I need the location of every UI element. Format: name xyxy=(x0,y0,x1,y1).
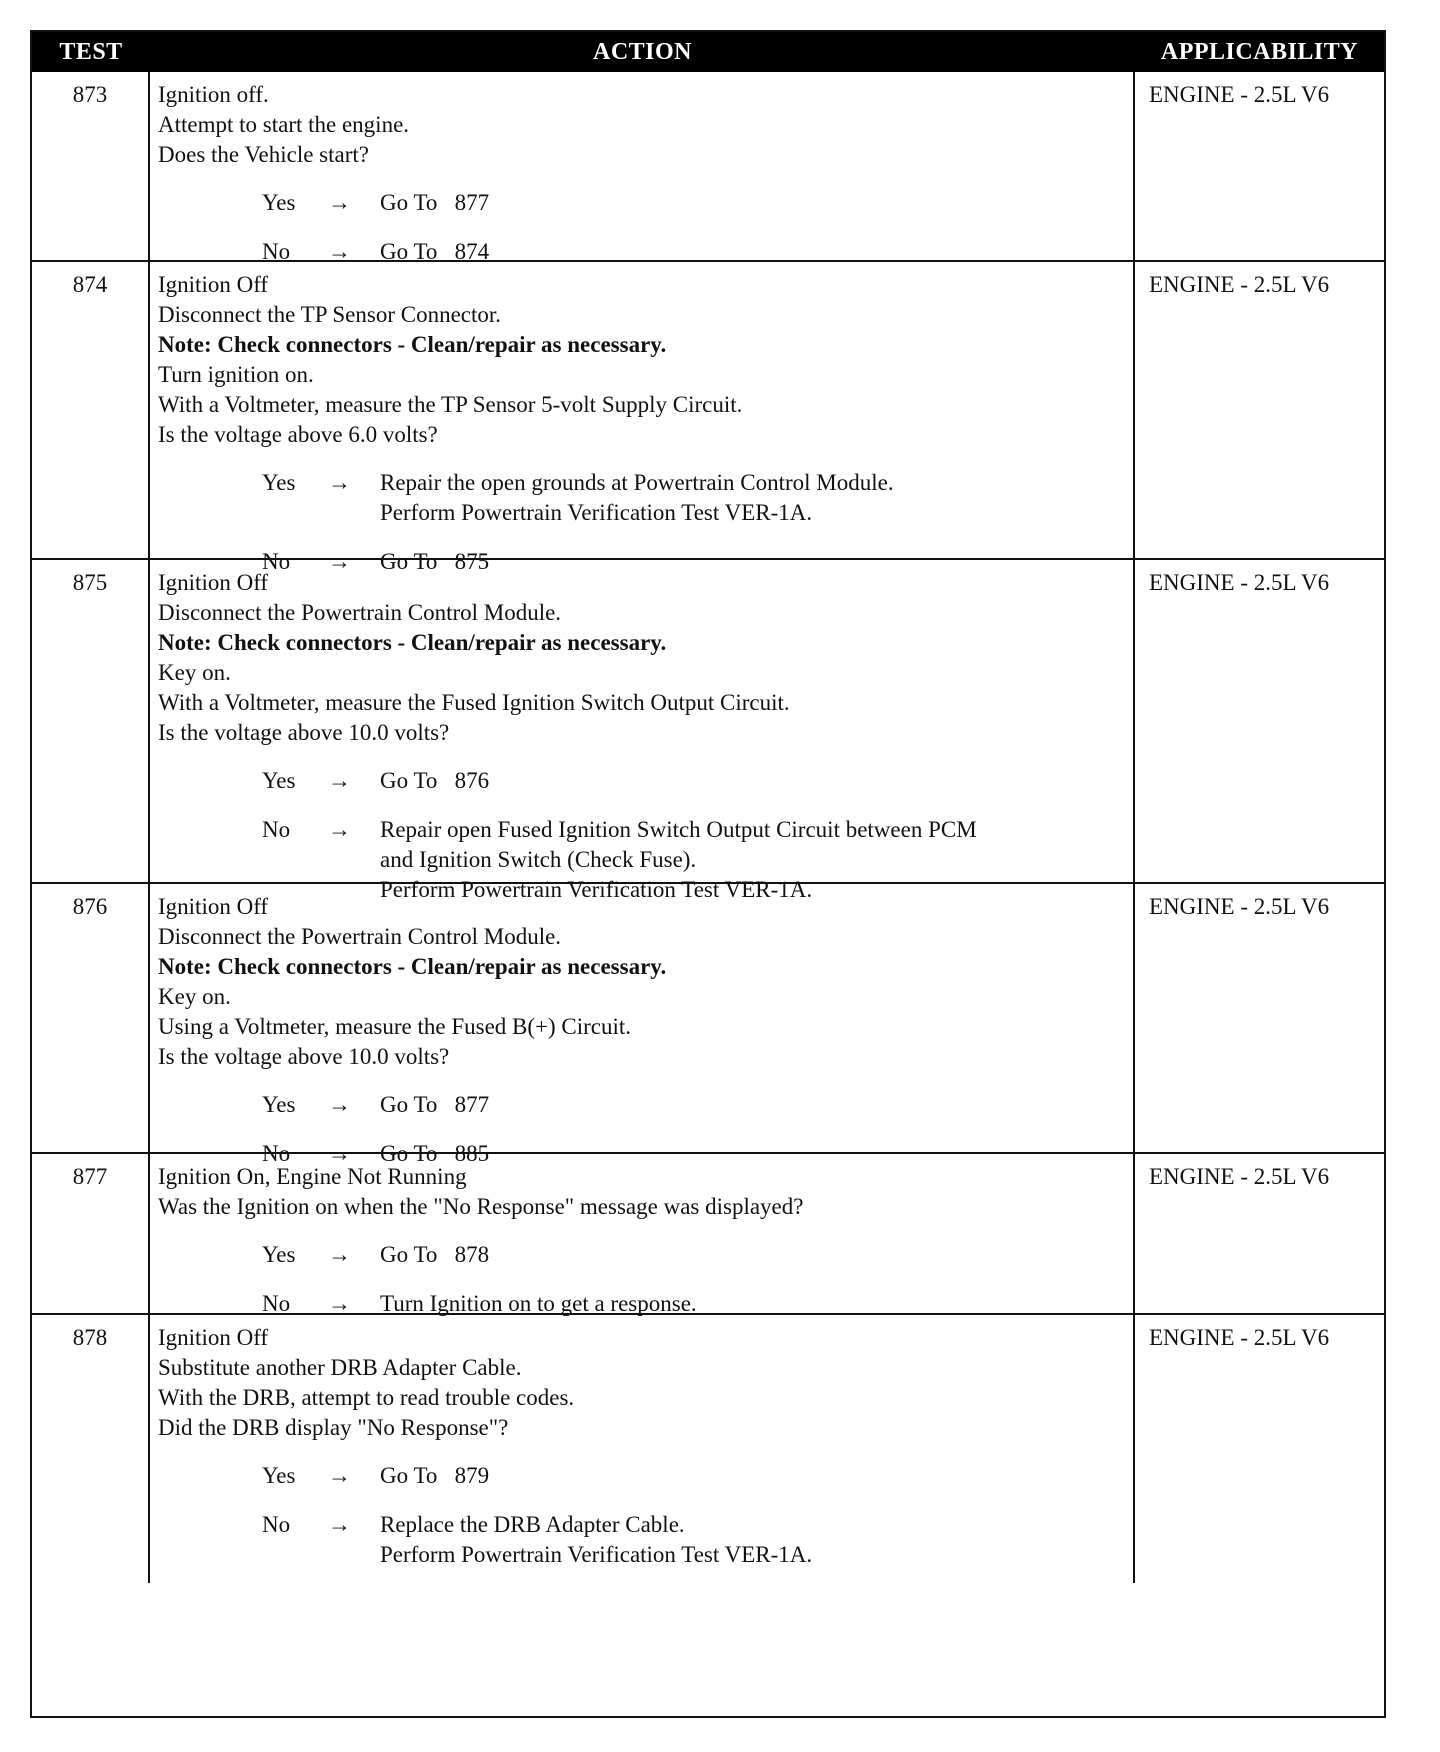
step-line: Is the voltage above 10.0 volts? xyxy=(158,1044,450,1069)
answer-label: Yes xyxy=(262,190,296,215)
arrow-right-icon: → xyxy=(328,768,351,793)
outcome-yes xyxy=(158,1461,1125,1491)
step-line: Ignition Off xyxy=(158,894,269,919)
outcomes xyxy=(158,1461,1125,1570)
answer-label: Yes xyxy=(262,470,296,495)
answer-label: No xyxy=(262,817,291,842)
test-number: 878 xyxy=(32,1315,150,1583)
outcome-result xyxy=(380,1461,489,1491)
action-cell xyxy=(150,262,1135,574)
note-line: Note: Check connectors - Clean/repair as necessary. xyxy=(158,332,667,357)
step-line: Ignition Off xyxy=(158,570,269,595)
outcome-result xyxy=(380,468,894,528)
test-number: 873 xyxy=(32,72,150,260)
result-line: Go To 885 xyxy=(380,1141,490,1166)
answer-label: Yes xyxy=(262,768,296,793)
note-line: Note: Check connectors - Clean/repair as necessary. xyxy=(158,630,667,655)
arrow-right-icon: → xyxy=(328,817,351,842)
result-line: Perform Powertrain Verification Test VER-1A. xyxy=(380,500,813,525)
answer-label: No xyxy=(262,1291,291,1316)
outcome-result xyxy=(380,766,489,796)
step-line: Ignition Off xyxy=(158,272,269,297)
result-line: Go To 875 xyxy=(380,549,490,574)
step-line: With the DRB, attempt to read trouble codes. xyxy=(158,1385,575,1410)
outcome-yes xyxy=(158,1240,1125,1270)
applicability: ENGINE - 2.5L V6 xyxy=(1149,1325,1330,1350)
answer-label: No xyxy=(262,549,291,574)
applicability: ENGINE - 2.5L V6 xyxy=(1149,272,1330,297)
outcomes xyxy=(158,188,1125,267)
header-action: ACTION xyxy=(592,38,692,65)
result-line: Go To 877 xyxy=(380,1092,490,1117)
test-number: 876 xyxy=(32,884,150,1152)
step-line: Key on. xyxy=(158,660,231,685)
arrow-right-icon: → xyxy=(328,549,351,574)
step-line: Attempt to start the engine. xyxy=(158,112,410,137)
step-line: Ignition off. xyxy=(158,82,269,107)
arrow-right-icon: → xyxy=(328,1242,351,1267)
step-line: Using a Voltmeter, measure the Fused B(+) Circuit. xyxy=(158,1014,632,1039)
action-cell xyxy=(150,1154,1135,1316)
step-line: Disconnect the Powertrain Control Module. xyxy=(158,600,562,625)
step-line: Disconnect the TP Sensor Connector. xyxy=(158,302,502,327)
step-line: Turn ignition on. xyxy=(158,362,314,387)
note-line: Note: Check connectors - Clean/repair as necessary. xyxy=(158,954,667,979)
result-line: and Ignition Switch (Check Fuse). xyxy=(380,847,697,872)
result-line: Go To 878 xyxy=(380,1242,490,1267)
applicability: ENGINE - 2.5L V6 xyxy=(1149,570,1330,595)
result-line: Go To 877 xyxy=(380,190,490,215)
outcome-result xyxy=(380,1240,489,1270)
outcome-result xyxy=(380,1090,489,1120)
result-line: Repair the open grounds at Powertrain Control Module. xyxy=(380,470,894,495)
result-line: Go To 879 xyxy=(380,1463,490,1488)
table-row xyxy=(32,260,1384,574)
table-row xyxy=(32,1313,1384,1583)
table-row xyxy=(32,1152,1384,1316)
action-cell xyxy=(150,72,1135,264)
header-test: TEST xyxy=(59,38,123,65)
answer-label: Yes xyxy=(262,1463,296,1488)
outcomes xyxy=(158,1240,1125,1319)
result-line: Perform Powertrain Verification Test VER-1A. xyxy=(380,1542,813,1567)
table-row xyxy=(32,72,1384,264)
outcome-yes xyxy=(158,188,1125,218)
answer-label: No xyxy=(262,1512,291,1537)
table-row xyxy=(32,882,1384,1166)
action-cell xyxy=(150,1315,1135,1583)
arrow-right-icon: → xyxy=(328,1291,351,1316)
step-line: Substitute another DRB Adapter Cable. xyxy=(158,1355,522,1380)
step-line: Did the DRB display "No Response"? xyxy=(158,1415,509,1440)
test-number: 877 xyxy=(32,1154,150,1313)
action-cell xyxy=(150,884,1135,1166)
outcome-yes xyxy=(158,766,1125,796)
test-number: 875 xyxy=(32,560,150,882)
arrow-right-icon: → xyxy=(328,470,351,495)
arrow-right-icon: → xyxy=(328,1512,351,1537)
step-line: Disconnect the Powertrain Control Module. xyxy=(158,924,562,949)
step-line: Key on. xyxy=(158,984,231,1009)
step-line: Is the voltage above 10.0 volts? xyxy=(158,720,450,745)
header-applicability: APPLICABILITY xyxy=(1160,38,1359,65)
answer-label: No xyxy=(262,239,291,264)
step-line: Was the Ignition on when the "No Response" message was displayed? xyxy=(158,1194,804,1219)
table-header xyxy=(32,32,1384,72)
answer-label: Yes xyxy=(262,1242,296,1267)
answer-label: No xyxy=(262,1141,291,1166)
result-line: Perform Powertrain Verification Test VER-1A. xyxy=(380,877,813,902)
step-line: With a Voltmeter, measure the TP Sensor 5-volt Supply Circuit. xyxy=(158,392,743,417)
step-line: Ignition On, Engine Not Running xyxy=(158,1164,467,1189)
outcome-result xyxy=(380,1510,812,1570)
step-line: With a Voltmeter, measure the Fused Ignition Switch Output Circuit. xyxy=(158,690,790,715)
table-row xyxy=(32,558,1384,902)
step-line: Ignition Off xyxy=(158,1325,269,1350)
action-cell xyxy=(150,560,1135,902)
applicability: ENGINE - 2.5L V6 xyxy=(1149,82,1330,107)
arrow-right-icon: → xyxy=(328,239,351,264)
outcome-yes xyxy=(158,468,1125,528)
step-line: Does the Vehicle start? xyxy=(158,142,369,167)
arrow-right-icon: → xyxy=(328,1463,351,1488)
result-line: Go To 876 xyxy=(380,768,490,793)
result-line: Turn Ignition on to get a response. xyxy=(380,1291,697,1316)
arrow-right-icon: → xyxy=(328,1141,351,1166)
test-number: 874 xyxy=(32,262,150,558)
arrow-right-icon: → xyxy=(328,1092,351,1117)
outcome-no xyxy=(158,1510,1125,1570)
step-line: Is the voltage above 6.0 volts? xyxy=(158,422,438,447)
outcome-yes xyxy=(158,1090,1125,1120)
applicability: ENGINE - 2.5L V6 xyxy=(1149,1164,1330,1189)
applicability: ENGINE - 2.5L V6 xyxy=(1149,894,1330,919)
result-line: Go To 874 xyxy=(380,239,490,264)
arrow-right-icon: → xyxy=(328,190,351,215)
result-line: Repair open Fused Ignition Switch Output Circuit between PCM xyxy=(380,817,977,842)
outcome-result xyxy=(380,188,489,218)
result-line: Replace the DRB Adapter Cable. xyxy=(380,1512,685,1537)
answer-label: Yes xyxy=(262,1092,296,1117)
diagnostic-test-table xyxy=(30,30,1386,1718)
table-body xyxy=(32,72,1384,1583)
